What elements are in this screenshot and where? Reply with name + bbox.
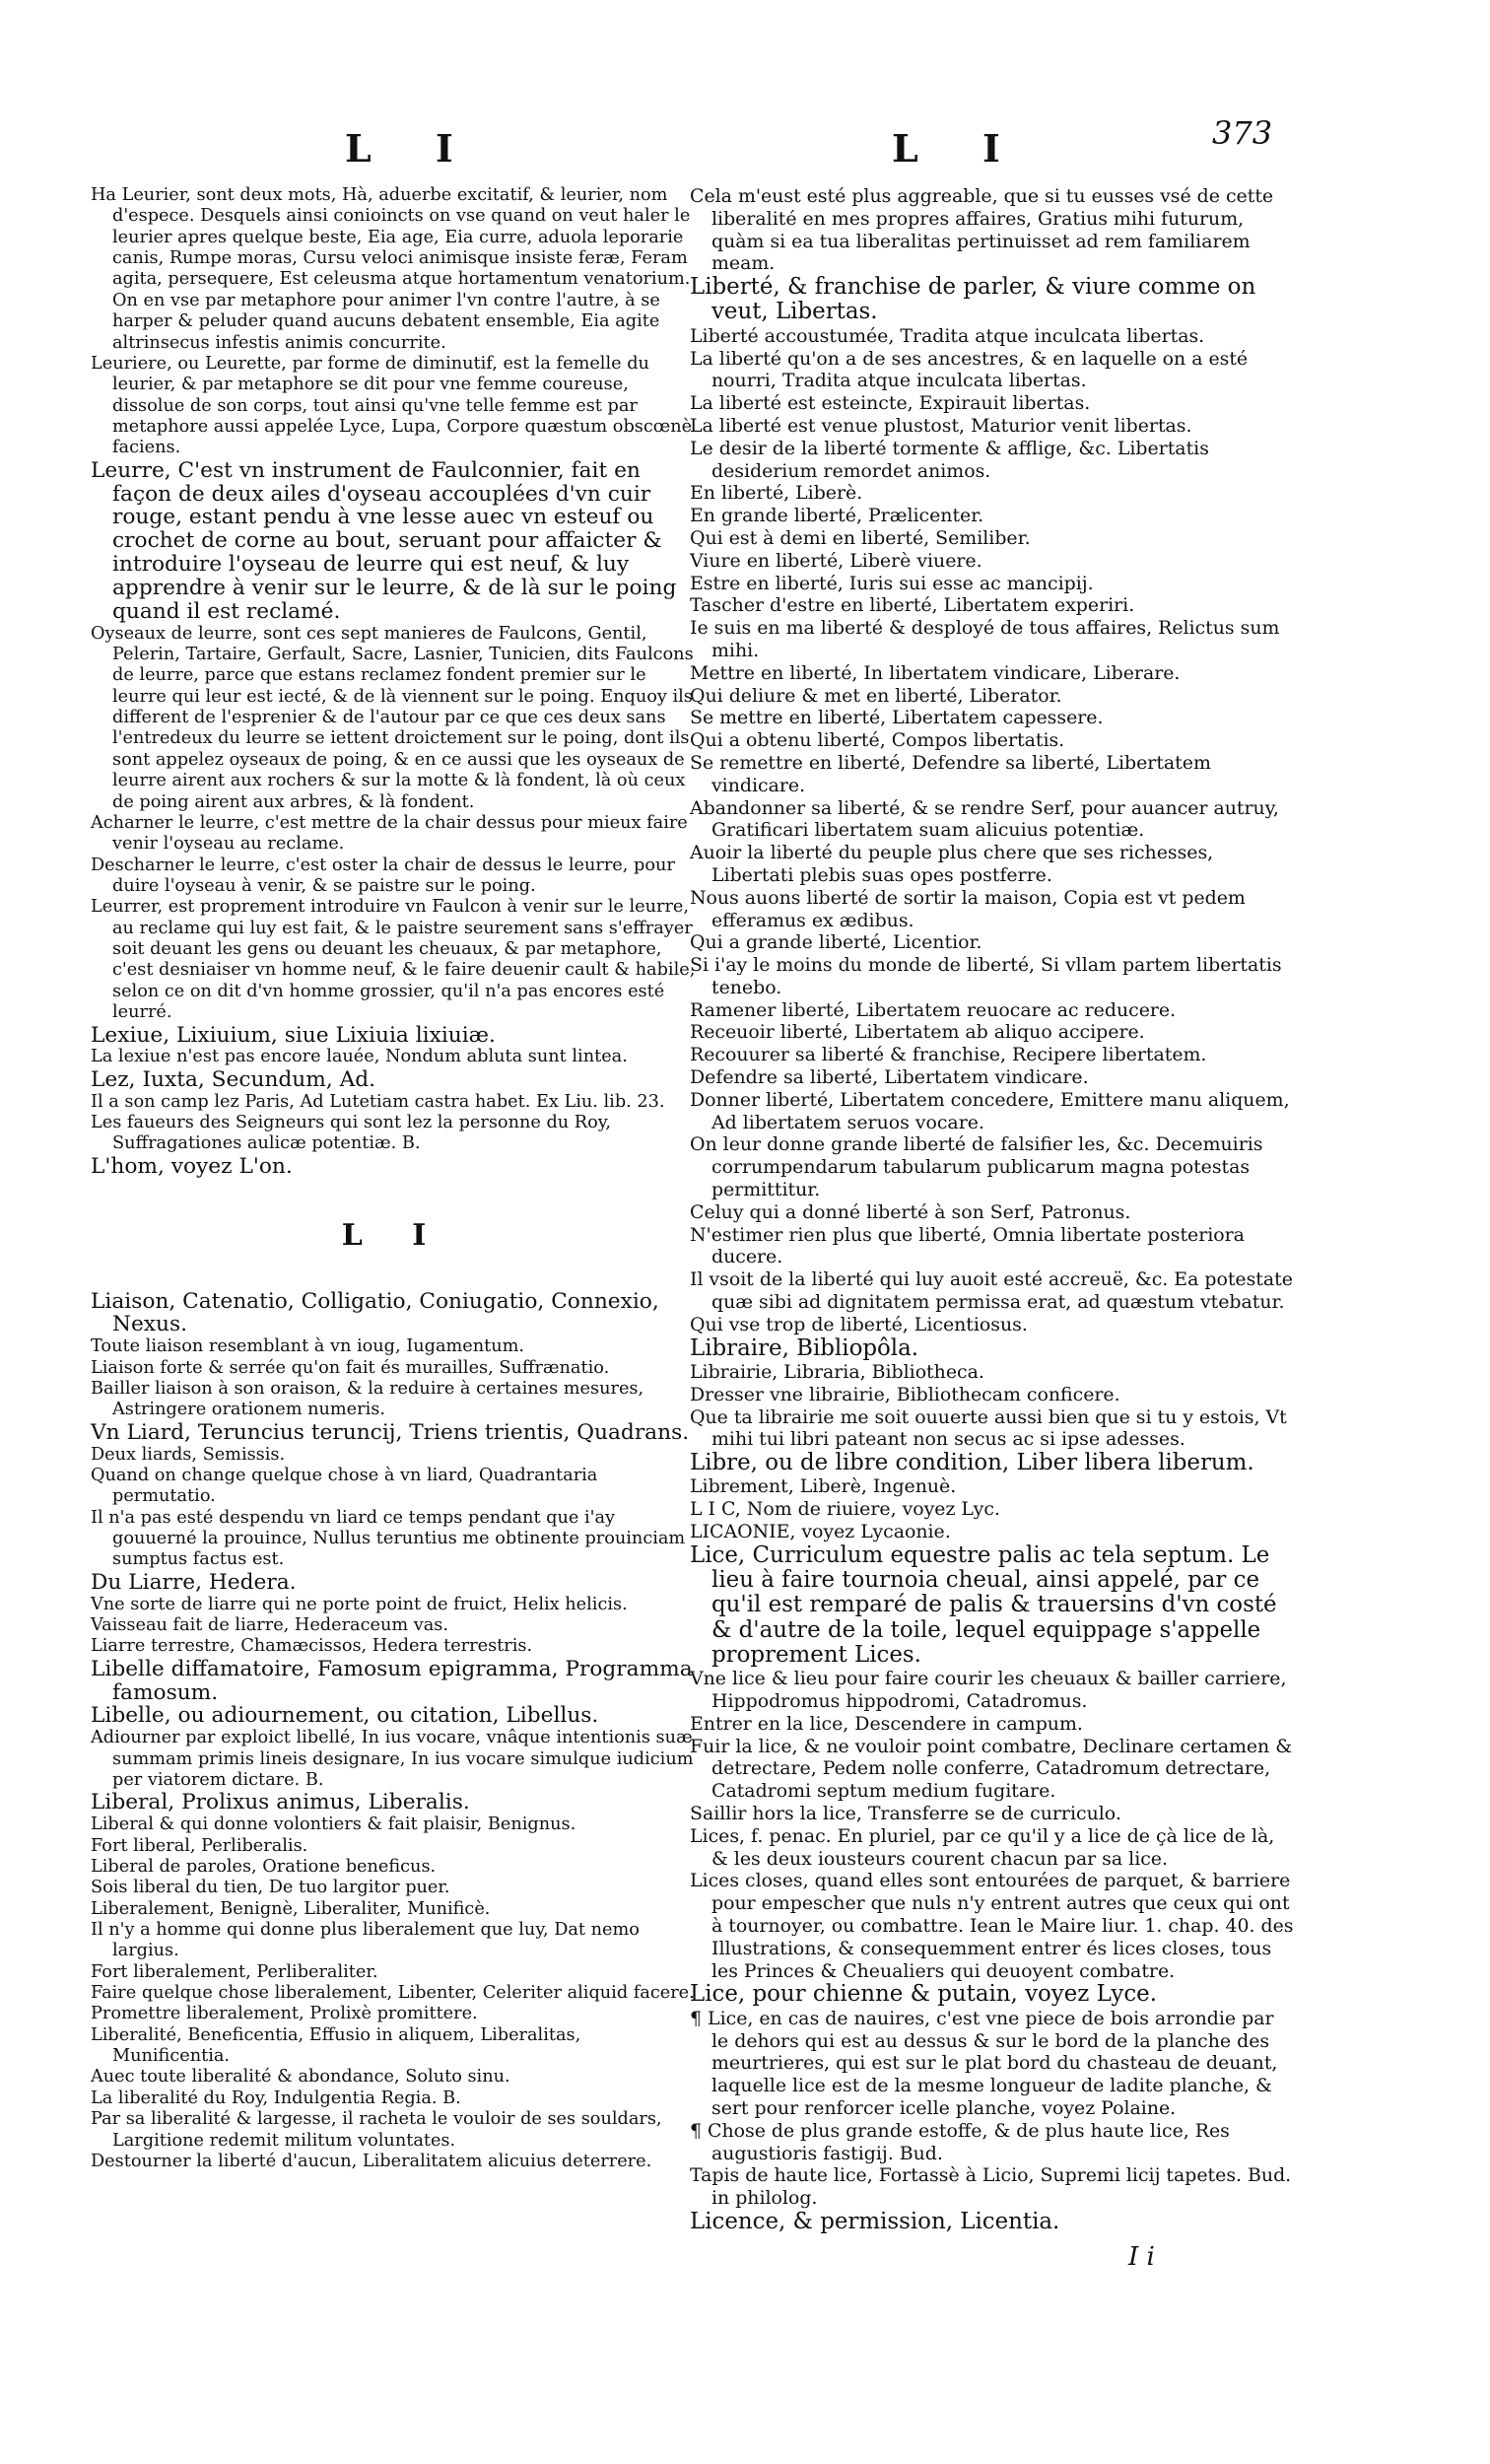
dictionary-entry: Il a son camp lez Paris, Ad Lutetiam castra habet. Ex Liu. lib. 23.	[91, 1091, 665, 1112]
dictionary-entry: Liberal de paroles, Oratione beneficus.	[91, 1856, 437, 1877]
dictionary-entry: ¶ Chose de plus grande estoffe, & de plus haute lice, Res augustioris fastigij. Bud.	[690, 2119, 1230, 2164]
dictionary-entry: Vne sorte de liarre qui ne porte point de fruict, Helix helicis.	[91, 1594, 628, 1614]
dictionary-entry: Libraire, Bibliopôla.	[690, 1335, 919, 1361]
dictionary-entry: Oyseaux de leurre, sont ces sept manieres de Faulcons, Gentil, Pelerin, Tartaire, Gerfault, Sacre, Lasnier, Tunicien, dits Faulcons de leurre, parce que estans reclamez fondent premier sur le leurre qui leur est iecté, & de là viennent sur le poing. Enquoy ils different de l'esprenier & de l'autour par ce que ces deux sans l'entredeux du leurre se iettent droictement sur le poing, dont ils sont appelez oyseaux de poing, & en ce aussi que les oyseaux de leurre airent aux rochers & sur la motte & là fondent, là où ceux de poing airent aux arbres, & là fondent.	[91, 623, 694, 812]
dictionary-entry: Fort liberal, Perliberalis.	[91, 1835, 308, 1856]
dictionary-entry: Faire quelque chose liberalement, Libenter, Celeriter aliquid facere.	[91, 1983, 695, 2004]
dictionary-entry: Saillir hors la lice, Transferre se de curriculo.	[690, 1803, 1121, 1825]
dictionary-entry: Il n'a pas esté despendu vn liard ce temps pendant que i'ay gouuerné la prouince, Nullus teruntius me obtinente prouinciam sumptus factus est.	[91, 1507, 686, 1570]
dictionary-entry: Leuriere, ou Leurette, par forme de diminutif, est la femelle du leurier, & par metaphore se dit pour vne femme coureuse, dissolue de son corps, tout ainsi qu'vne telle femme est par metaphore aussi appelée Lyce, Lupa, Corpore quæstum obscœnè faciens.	[91, 353, 693, 458]
dictionary-entry: Le desir de la liberté tormente & afflige, &c. Libertatis desiderium remordet animos.	[690, 437, 1209, 482]
dictionary-entry: Defendre sa liberté, Libertatem vindicare.	[690, 1066, 1089, 1089]
right-column	[690, 185, 1296, 2234]
dictionary-entry: Les faueurs des Seigneurs qui sont lez la personne du Roy, Suffragationes aulicæ potentiæ. B.	[91, 1112, 612, 1154]
dictionary-entry: L I C, Nom de riuiere, voyez Lyc.	[690, 1498, 1000, 1521]
dictionary-entry: Estre en liberté, Iuris sui esse ac mancipij.	[690, 572, 1094, 594]
dictionary-entry: La liberté est esteincte, Expirauit libertas.	[690, 392, 1091, 415]
dictionary-entry: ¶ Lice, en cas de nauires, c'est vne piece de bois arrondie par le dehors qui est au dessus & sur le bord de la planche des meurtrieres, qui est sur le plat bord du chasteau de deuant, laquelle lice est de la mesme longueur de ladite planche, & sert pour renforcer icelle planche, voyez Polaine.	[690, 2007, 1278, 2119]
dictionary-entry: Libelle diffamatoire, Famosum epigramma, Programma famosum.	[91, 1656, 693, 1705]
running-head-right: L I	[892, 126, 1026, 171]
dictionary-entry: Destourner la liberté d'aucun, Liberalitatem alicuius deterrere.	[91, 2151, 652, 2171]
dictionary-entry: Leurrer, est proprement introduire vn Faulcon à venir sur le leurre, au reclame qui luy est fait, & le paistre seurement sans s'effrayer soit deuant les gens ou deuant les cheuaux, & par metaphore, c'est desniaiser vn homme neuf, & le faire deuenir cault & habile, selon ce on dit d'vn homme grossier, qu'il n'a pas encores esté leurré.	[91, 897, 696, 1023]
dictionary-entry: En grande liberté, Prælicenter.	[690, 505, 984, 527]
dictionary-entry: Tascher d'estre en liberté, Libertatem experiri.	[690, 594, 1135, 617]
dictionary-entry: Sois liberal du tien, De tuo largitor puer.	[91, 1878, 450, 1898]
dictionary-entry: Receuoir liberté, Libertatem ab aliquo accipere.	[690, 1021, 1145, 1044]
dictionary-entry: Qui a obtenu liberté, Compos libertatis.	[690, 729, 1065, 752]
dictionary-entry: Libre, ou de libre condition, Liber libera liberum.	[690, 1450, 1254, 1476]
dictionary-entry: La liberalité du Roy, Indulgentia Regia. B.	[91, 2088, 461, 2108]
dictionary-entry: Bailler liaison à son oraison, & la reduire à certaines mesures, Astringere orationem numeris.	[91, 1378, 644, 1420]
dictionary-entry: Fort liberalement, Perliberaliter.	[91, 1961, 378, 1982]
dictionary-entry: Descharner le leurre, c'est oster la chair de dessus le leurre, pour duire l'oyseau à venir, & se paistre sur le poing.	[91, 855, 675, 896]
dictionary-entry: Leurre, C'est vn instrument de Faulconnier, fait en façon de deux ailes d'oyseau accouplées d'vn cuir rouge, estant pendu à vne lesse auec vn esteuf ou crochet de corne au bout, seruant pour affaicter & introduire l'oyseau de leurre qui est neuf, & luy apprendre à venir sur le leurre, & de là sur le poing quand il est reclamé.	[91, 457, 677, 624]
dictionary-entry: Qui deliure & met en liberté, Liberator.	[690, 684, 1062, 707]
dictionary-entry: Lexiue, Lixiuium, siue Lixiuia lixiuiæ.	[91, 1022, 496, 1048]
dictionary-entry: Auoir la liberté du peuple plus chere que ses richesses, Libertati plebis suas opes postferre.	[690, 842, 1214, 886]
dictionary-entry: Qui vse trop de liberté, Licentiosus.	[690, 1313, 1028, 1335]
dictionary-entry: Librairie, Libraria, Bibliotheca.	[690, 1360, 984, 1383]
dictionary-entry: Promettre liberalement, Prolixè promittere.	[91, 2004, 478, 2024]
dictionary-entry: Vaisseau fait de liarre, Hederaceum vas.	[91, 1614, 448, 1635]
dictionary-entry: Viure en liberté, Liberè viuere.	[690, 549, 982, 572]
dictionary-entry: Entrer en la lice, Descendere in campum.	[690, 1712, 1083, 1735]
dictionary-entry: Licence, & permission, Licentia.	[690, 2208, 1060, 2234]
dictionary-entry: Qui est à demi en liberté, Semiliber.	[690, 526, 1031, 549]
dictionary-entry: On leur donne grande liberté de falsifier les, &c. Decemuiris corrumpendarum tabularum publicarum magna potestas permittitur.	[690, 1133, 1263, 1201]
dictionary-entry: Cela m'eust esté plus aggreable, que si tu eusses vsé de cette liberalité en mes propres affaires, Gratius mihi futurum, quàm si ea tua liberalitas pertinuisset ad rem familiarem meam.	[690, 185, 1274, 275]
dictionary-entry: Liberalité, Beneficentia, Effusio in aliquem, Liberalitas, Munificentia.	[91, 2024, 581, 2067]
section-heading: L I	[341, 1217, 446, 1253]
dictionary-entry: Du Liarre, Hedera.	[91, 1569, 297, 1595]
dictionary-entry: Liaison forte & serrée qu'on fait és murailles, Suffrænatio.	[91, 1357, 610, 1378]
dictionary-entry: Toute liaison resemblant à vn ioug, Iugamentum.	[91, 1336, 525, 1357]
dictionary-entry: La liberté est venue plustost, Maturior venit libertas.	[690, 414, 1192, 437]
page-number: 373	[1212, 114, 1273, 152]
left-column	[91, 185, 697, 2172]
dictionary-entry: Si i'ay le moins du monde de liberté, Si vllam partem libertatis tenebo.	[690, 954, 1282, 998]
dictionary-entry: En liberté, Liberè.	[690, 482, 863, 505]
dictionary-entry: Tapis de haute lice, Fortassè à Licio, Supremi licij tapetes. Bud. in philolog.	[690, 2164, 1292, 2210]
dictionary-entry: LICAONIE, voyez Lycaonie.	[690, 1521, 951, 1543]
dictionary-entry: Vne lice & lieu pour faire courir les cheuaux & bailler carriere, Hippodromus hippodromi, Catadromus.	[690, 1668, 1287, 1713]
dictionary-entry: Que ta librairie me soit ouuerte aussi bien que si tu y estois, Vt mihi tui libri pateant non secus ac si ipse adesses.	[690, 1405, 1287, 1451]
dictionary-entry: Liberté accoustumée, Tradita atque inculcata libertas.	[690, 324, 1205, 347]
dictionary-entry: Ramener liberté, Libertatem reuocare ac reducere.	[690, 998, 1177, 1021]
dictionary-entry: Dresser vne librairie, Bibliothecam conficere.	[690, 1383, 1120, 1405]
dictionary-entry: Lez, Iuxta, Secundum, Ad.	[91, 1066, 376, 1092]
dictionary-entry: Vn Liard, Teruncius teruncij, Triens trientis, Quadrans.	[91, 1419, 690, 1445]
dictionary-entry: Libelle, ou adiournement, ou citation, Libellus.	[91, 1703, 599, 1729]
dictionary-entry: Adiourner par exploict libellé, In ius vocare, vnâque intentionis suæ summam primis lineis designare, In ius vocare simulque iudicium per viatorem dictare. B.	[91, 1728, 694, 1790]
dictionary-entry: N'estimer rien plus que liberté, Omnia libertate posteriora ducere.	[690, 1223, 1245, 1268]
dictionary-entry: Donner liberté, Libertatem concedere, Emittere manu aliquem, Ad libertatem seruos vocare.	[690, 1088, 1290, 1133]
dictionary-entry: Liberalement, Benignè, Liberaliter, Munificè.	[91, 1898, 491, 1919]
catchword: I i	[1128, 2242, 1155, 2272]
dictionary-entry: La lexiue n'est pas encore lauée, Nondum abluta sunt lintea.	[91, 1047, 628, 1067]
dictionary-entry: L'hom, voyez L'on.	[91, 1153, 293, 1179]
dictionary-entry: Nous auons liberté de sortir la maison, Copia est vt pedem efferamus ex ædibus.	[690, 886, 1246, 931]
dictionary-entry: Ie suis en ma liberté & desployé de tous affaires, Relictus sum mihi.	[690, 617, 1280, 661]
dictionary-entry: La liberté qu'on a de ses ancestres, & en laquelle on a esté nourri, Tradita atque inculcata libertas.	[690, 347, 1249, 392]
dictionary-entry: Liaison, Catenatio, Colligatio, Coniugatio, Connexio, Nexus.	[91, 1288, 659, 1337]
dictionary-entry: Liberal, Prolixus animus, Liberalis.	[91, 1790, 470, 1815]
dictionary-entry: Se mettre en liberté, Libertatem capessere.	[690, 707, 1104, 729]
dictionary-entry: Recouurer sa liberté & franchise, Recipere libertatem.	[690, 1044, 1207, 1066]
dictionary-entry: Par sa liberalité & largesse, il racheta le vouloir de ses souldars, Largitione redemit militum voluntates.	[91, 2109, 662, 2151]
dictionary-entry: Qui a grande liberté, Licentior.	[690, 931, 982, 954]
dictionary-entry: Auec toute liberalité & abondance, Soluto sinu.	[91, 2067, 510, 2088]
dictionary-entry: Lice, pour chienne & putain, voyez Lyce.	[690, 1981, 1157, 2008]
dictionary-entry: Librement, Liberè, Ingenuè.	[690, 1475, 957, 1498]
dictionary-entry: Liberté, & franchise de parler, & viure comme on veut, Libertas.	[690, 274, 1256, 325]
dictionary-entry: Lices closes, quand elles sont entourées de parquet, & barriere pour empescher que nuls n'y entrent autres que ceux qui ont à tournoyer, ou combattre. Iean le Maire liur. 1. chap. 40. des Illustrations, & consequemment entrer és lices closes, tous les Princes & Cheualiers qui deuoyent combatre.	[690, 1870, 1294, 1982]
dictionary-entry: Liarre terrestre, Chamæcissos, Hedera terrestris.	[91, 1636, 533, 1657]
dictionary-entry: Acharner le leurre, c'est mettre de la chair dessus pour mieux faire venir l'oyseau au reclame.	[91, 812, 688, 855]
dictionary-entry: Celuy qui a donné liberté à son Serf, Patronus.	[690, 1200, 1131, 1223]
dictionary-entry: Deux liards, Semissis.	[91, 1444, 286, 1465]
running-head-left: L I	[345, 126, 479, 171]
dictionary-entry: Se remettre en liberté, Defendre sa liberté, Libertatem vindicare.	[690, 751, 1211, 796]
dictionary-entry: Mettre en liberté, In libertatem vindicare, Liberare.	[690, 661, 1181, 684]
dictionary-entry: Lice, Curriculum equestre palis ac tela septum. Le lieu à faire tournoia cheual, ainsi appelé, par ce qu'il est remparé de palis & trauersins d'vn costé & d'autre de la toile, lequel equippage s'appelle proprement Lices.	[690, 1541, 1277, 1668]
dictionary-entry: Liberal & qui donne volontiers & fait plaisir, Benignus.	[91, 1814, 576, 1835]
dictionary-entry: Abandonner sa liberté, & se rendre Serf, pour auancer autruy, Gratificari libertatem suam alicuius potentiæ.	[690, 796, 1279, 842]
dictionary-entry: Quand on change quelque chose à vn liard, Quadrantaria permutatio.	[91, 1465, 598, 1507]
dictionary-entry: Ha Leurier, sont deux mots, Hà, aduerbe excitatif, & leurier, nom d'espece. Desquels ainsi conioincts on vse quand on veut haler le leurier apres quelque beste, Eia age, Eia curre, aduola leporarie canis, Rumpe moras, Cursu veloci animisque insiste feræ, Feram agita, persequere, Est celeusma atque hortamentum venatorium. On en vse par metaphore pour animer l'vn contre l'autre, à se harper & peluder quand aucuns debatent ensemble, Eia agite altrinsecus infestis animis concurrite.	[91, 185, 691, 353]
dictionary-entry: Il vsoit de la liberté qui luy auoit esté accreuë, &c. Ea potestate quæ sibi ad dignitatem permissa erat, ad quæstum vtebatur.	[690, 1268, 1293, 1314]
dictionary-entry: Lices, f. penac. En pluriel, par ce qu'il y a lice de çà lice de là, & les deux iousteurs courent chacun par sa lice.	[690, 1824, 1275, 1870]
dictionary-entry: Fuir la lice, & ne vouloir point combatre, Declinare certamen & detrectare, Pedem nolle conferre, Catadromum detrectare, Catadromi septum medium fugitare.	[690, 1735, 1293, 1803]
dictionary-entry: Il n'y a homme qui donne plus liberalement que luy, Dat nemo largius.	[91, 1919, 640, 1961]
